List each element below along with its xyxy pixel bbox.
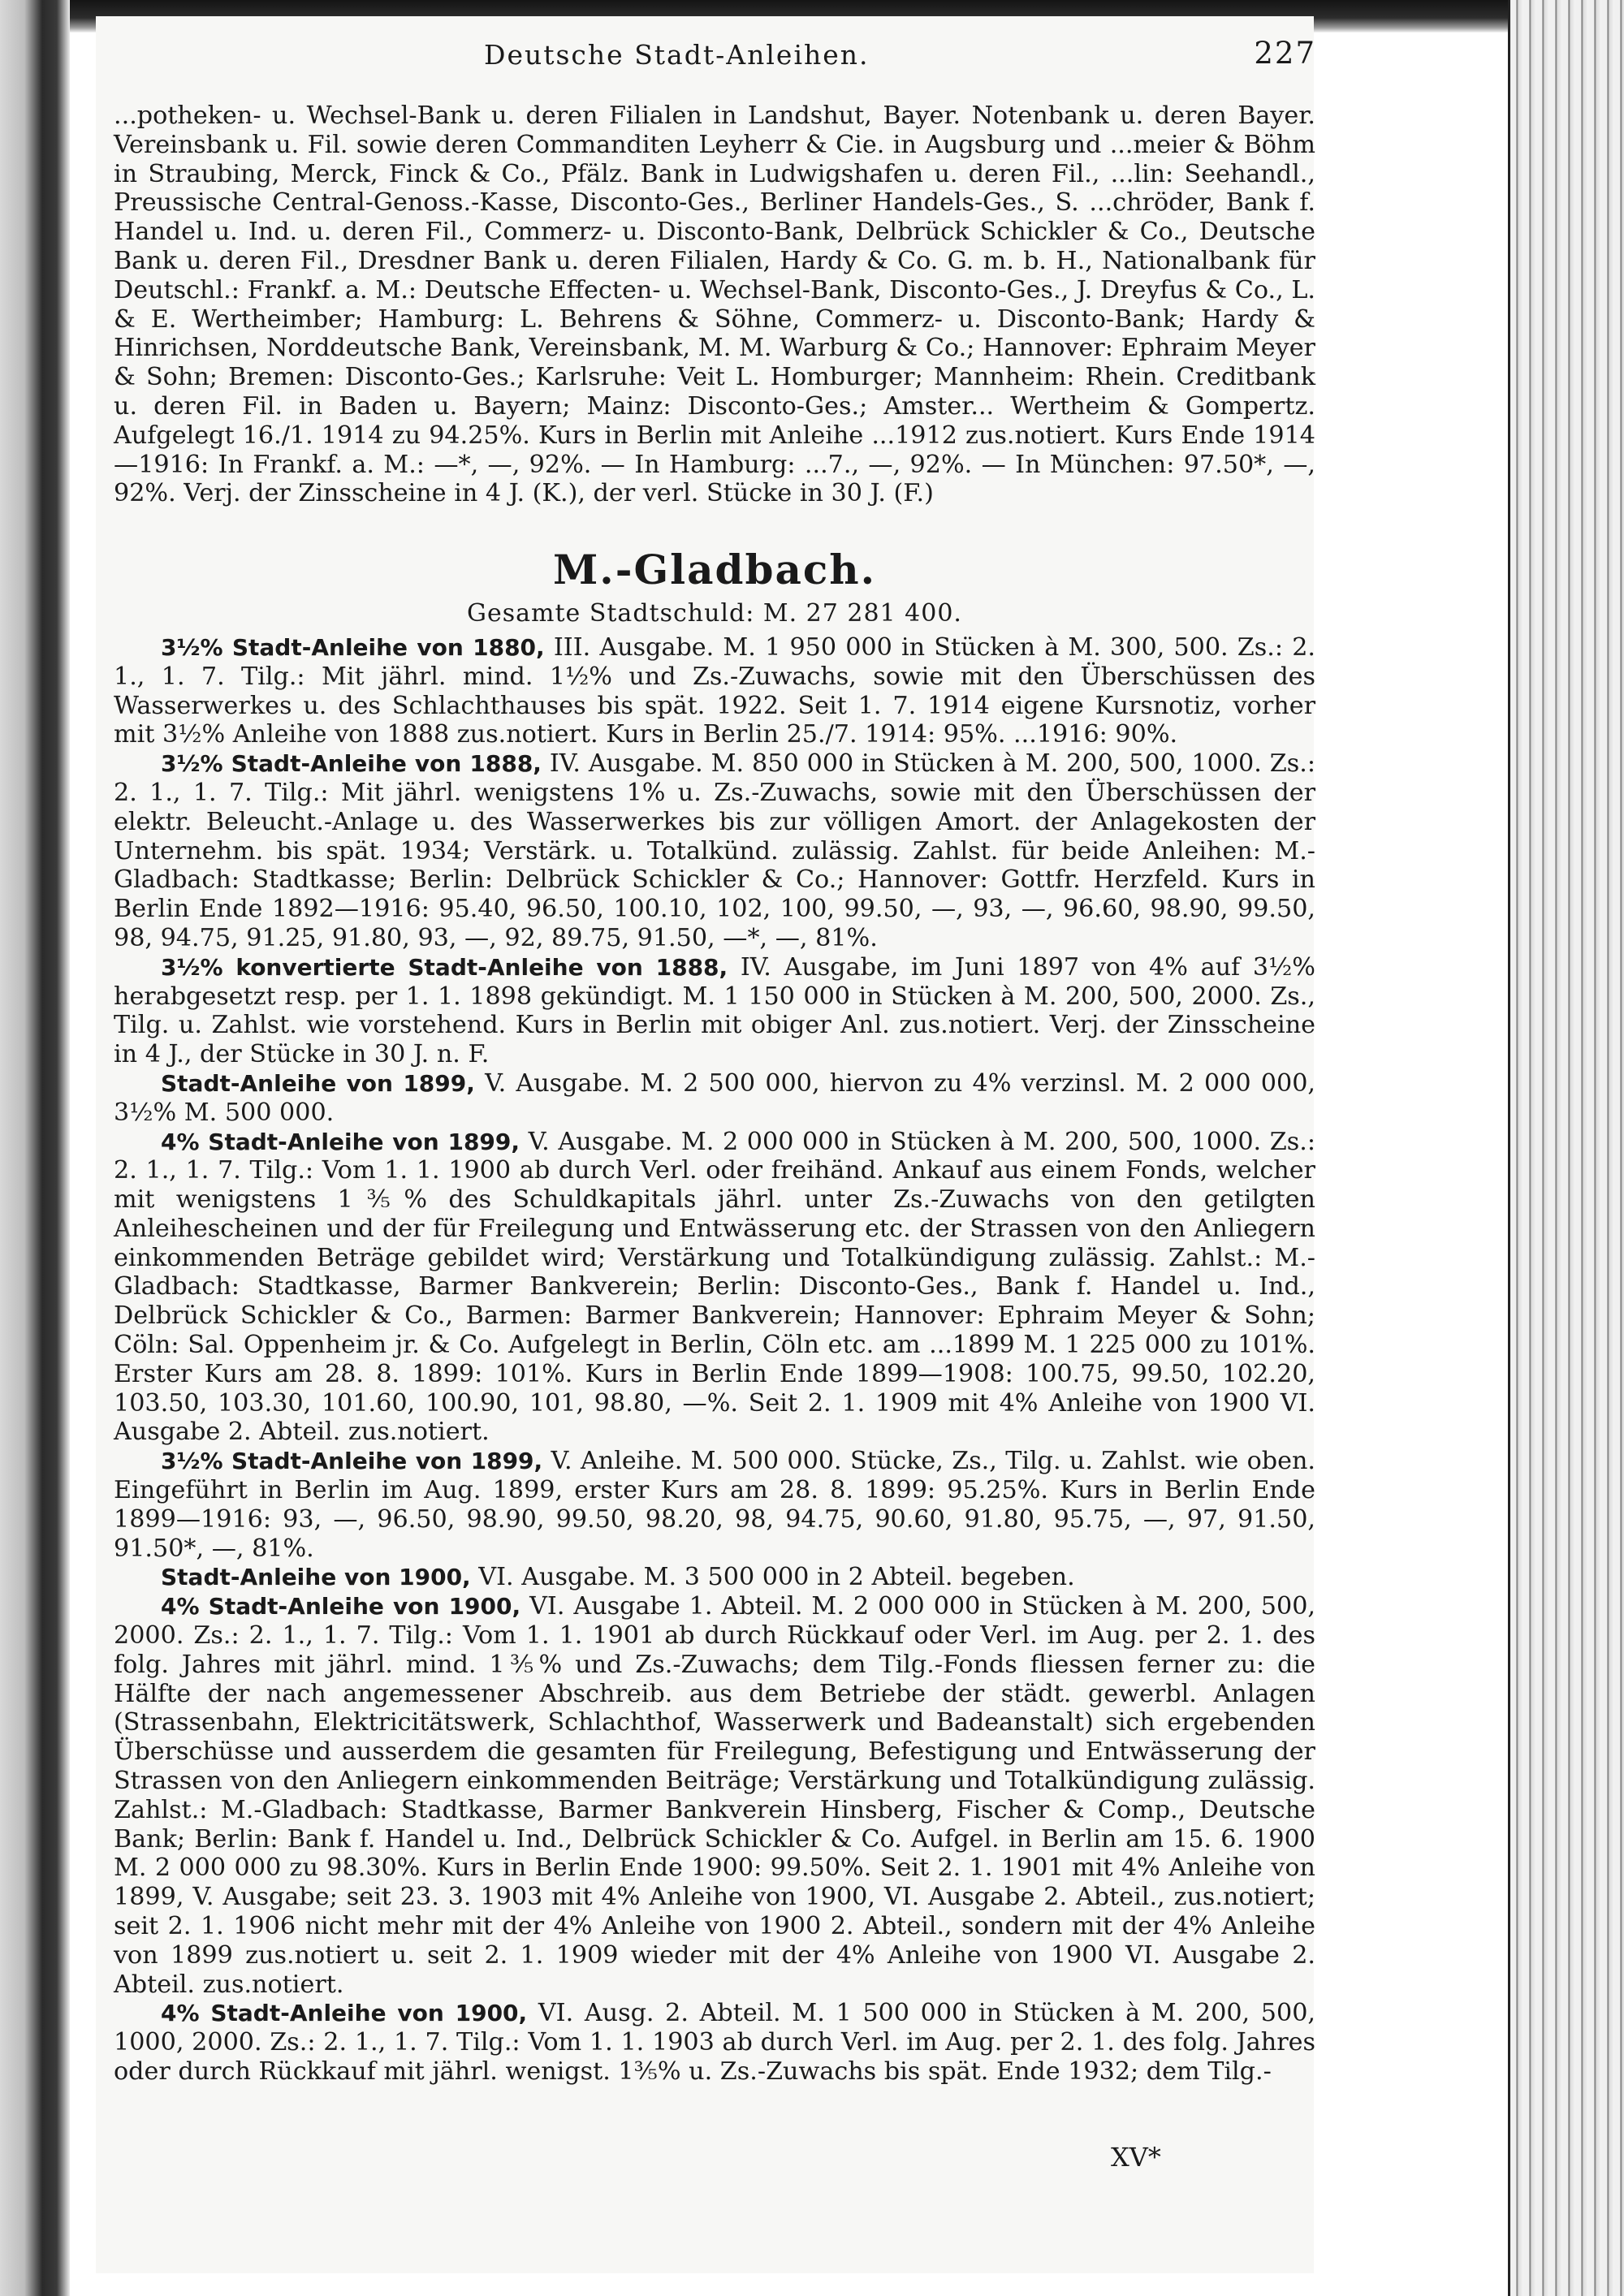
loan-heading: 3½% Stadt-Anleihe von 1888,	[161, 750, 542, 778]
loan-entry	[114, 1999, 1315, 2086]
loan-body: VI. Ausgabe 1. Abteil. M. 2 000 000 in Stücken à M. 200, 500, 2000. Zs.: 2. 1., 1. 7. Tilg.: Vom 1. 1. 1901 ab durch Rückkauf oder Verl. im Aug. per 2. 1. des folg. Jahres mit jährl. mind. 1⅗% und Zs.-Zuwachs; dem Tilg.-Fonds fliessen ferner zu: die Hälfte der nach angemessener Abschreib. aus dem Betriebe der städt. gewerbl. Anlagen (Strassenbahn, Elektricitätswerk, Schlachthof, Wasserwerk und Badeanstalt) sich ergebenden Überschüsse und ausserdem die gesamten für Freilegung, Befestigung und Entwässerung der Strassen von den Anliegern einkommenden Beiträge; Verstärkung und Totalkündigung zulässig. Zahlst.: M.-Gladbach: Stadtkasse, Barmer Bankverein Hinsberg, Fischer & Comp., Deutsche Bank; Berlin: Bank f. Handel u. Ind., Delbrück Schickler & Co. Aufgel. in Berlin am 15. 6. 1900 M. 2 000 000 zu 98.30%. Kurs in Berlin Ende 1900: 99.50%. Seit 2. 1. 1901 mit 4% Anleihe von 1899, V. Ausgabe; seit 23. 3. 1903 mit 4% Anleihe von 1900, VI. Ausgabe 2. Abteil., zus.notiert; seit 2. 1. 1906 nicht mehr mit der 4% Anleihe von 1900 2. Abteil., sondern mit der 4% Anleihe von 1899 zus.notiert u. seit 2. 1. 1909 wieder mit der 4% Anleihe von 1900 VI. Ausgabe 2. Abteil. zus.notiert.	[114, 1592, 1315, 1999]
loan-heading: Stadt-Anleihe von 1900,	[161, 1564, 471, 1591]
running-title: Deutsche Stadt-Anleihen.	[484, 39, 870, 71]
loan-body: VI. Ausg. 2. Abteil. M. 1 500 000 in Stücken à M. 200, 500, 1000, 2000. Zs.: 2. 1., 1. 7. Tilg.: Vom 1. 1. 1903 ab durch Verl. im Aug. per 2. 1. des folg. Jahres oder durch Rückkauf mit jährl. wenigst. 1⅗% u. Zs.-Zuwachs bis spät. Ende 1932; dem Tilg.-	[114, 1999, 1315, 2086]
loan-body: V. Ausgabe. M. 2 000 000 in Stücken à M. 200, 500, 1000. Zs.: 2. 1., 1. 7. Tilg.: Vom 1. 1. 1900 ab durch Verl. oder freihänd. Ankauf aus einem Fonds, welcher mit wenigstens 1⅗% des Schuldkapitals jährl. unter Zs.-Zuwachs von den getilgten Anleihescheinen und der für Freilegung und Entwässerung etc. der Strassen von den Anliegern einkommenden Beträge gebildet wird; Verstärkung und Totalkündigung zulässig. Zahlst.: M.-Gladbach: Stadtkasse, Barmer Bankverein; Berlin: Disconto-Ges., Bank f. Handel u. Ind., Delbrück Schickler & Co., Barmen: Barmer Bankverein; Hannover: Ephraim Meyer & Sohn; Cöln: Sal. Oppenheim jr. & Co. Aufgelegt in Berlin, Cöln etc. am ...1899 M. 1 225 000 zu 101%. Erster Kurs am 28. 8. 1899: 101%. Kurs in Berlin Ende 1899—1908: 100.75, 99.50, 102.20, 103.50, 103.30, 101.60, 100.90, 101, 98.80, —%. Seit 2. 1. 1909 mit 4% Anleihe von 1900 VI. Ausgabe 2. Abteil. zus.notiert.	[114, 1127, 1315, 1447]
page-number: 227	[1254, 36, 1316, 71]
loan-body: V. Ausgabe. M. 2 500 000, hiervon zu 4% verzinsl. M. 2 000 000, 3½% M. 500 000.	[114, 1068, 1315, 1127]
scan-binding-edge	[0, 0, 70, 2296]
book-page	[96, 16, 1314, 2273]
loan-entry	[114, 1447, 1315, 1563]
loan-heading: 4% Stadt-Anleihe von 1900,	[161, 1593, 521, 1621]
section-heading: M.-Gladbach.	[552, 546, 877, 594]
loan-entry	[114, 749, 1315, 953]
loan-heading: 3½% konvertierte Stadt-Anleihe von 1888,	[161, 953, 728, 981]
loan-body: VI. Ausgabe. M. 3 500 000 in 2 Abteil. begeben.	[470, 1563, 1075, 1592]
continued-text: ...potheken- u. Wechsel-Bank u. deren Filialen in Landshut, Bayer. Notenbank u. deren Bayer. Vereinsbank u. Fil. sowie deren Commanditen Leyherr & Cie. in Augsburg und ...meier & Böhm in Straubing, Merck, Finck & Co., Pfälz. Bank in Ludwigshafen u. deren Fil., ...lin: Seehandl., Preussische Central-Genoss.-Kasse, Disconto-Ges., Berliner Handels-Ges., S. ...chröder, Bank f. Handel u. Ind. u. deren Fil., Commerz- u. Disconto-Bank, Delbrück Schickler & Co., Deutsche Bank u. deren Fil., Dresdner Bank u. deren Filialen, Hardy & Co. G. m. b. H., Nationalbank für Deutschl.: Frankf. a. M.: Deutsche Effecten- u. Wechsel-Bank, Disconto-Ges., J. Dreyfus & Co., L. & E. Wertheimber; Hamburg: L. Behrens & Söhne, Commerz- u. Disconto-Bank; Hardy & Hinrichsen, Norddeutsche Bank, Vereinsbank, M. M. Warburg & Co.; Hannover: Ephraim Meyer & Sohn; Bremen: Disconto-Ges.; Karlsruhe: Veit L. Homburger; Mannheim: Rhein. Creditbank u. deren Fil. in Baden u. Bayern; Mainz: Disconto-Ges.; Amster... Wertheim & Gompertz. Aufgelegt 16./1. 1914 zu 94.25%. Kurs in Berlin mit Anleihe ...1912 zus.notiert. Kurs Ende 1914—1916: In Frankf. a. M.: —*, —, 92%. — In Hamburg: ...7., —, 92%. — In München: 97.50*, —, 92%. Verj. der Zinsscheine in 4 J. (K.), der verl. Stücke in 30 J. (F.)	[114, 101, 1315, 508]
loan-entry	[114, 1069, 1315, 1128]
loan-body: IV. Ausgabe, im Juni 1897 von 4% auf 3½% herabgesetzt resp. per 1. 1. 1898 gekündigt. M. 1 150 000 in Stücken à M. 200, 500, 2000. Zs., Tilg. u. Zahlst. wie vorstehend. Kurs in Berlin mit obiger Anl. zus.notiert. Verj. der Zinsscheine in 4 J., der Stücke in 30 J. n. F.	[114, 952, 1315, 1069]
loan-heading: Stadt-Anleihe von 1899,	[161, 1069, 475, 1097]
signature-mark: XV*	[1111, 2142, 1161, 2173]
running-head	[96, 28, 1314, 76]
loan-body: III. Ausgabe. M. 1 950 000 in Stücken à M. 300, 500. Zs.: 2. 1., 1. 7. Tilg.: Mit jährl. mind. 1½% und Zs.-Zuwachs, sowie mit den Überschüssen des Wasserwerkes u. des Schlachthauses bis spät. 1922. Seit 1. 7. 1914 eigene Kursnotiz, vorher mit 3½% Anleihe von 1888 zus.notiert. Kurs in Berlin 25./7. 1914: 95%. ...1916: 90%.	[114, 632, 1316, 749]
loan-entry	[114, 1128, 1315, 1448]
loan-body: V. Anleihe. M. 500 000. Stücke, Zs., Tilg. u. Zahlst. wie oben. Eingeführt in Berlin im Aug. 1899, erster Kurs am 28. 8. 1899: 95.25%. Kurs in Berlin Ende 1899—1916: 93, —, 96.50, 98.90, 99.50, 98.20, 98, 94.75, 90.60, 91.80, 95.75, —, 97, 91.50, 91.50*, —, 81%.	[114, 1447, 1315, 1563]
continued-paragraph	[114, 101, 1315, 508]
page-text	[114, 101, 1315, 2087]
loan-heading: 4% Stadt-Anleihe von 1900,	[161, 2000, 528, 2027]
loan-heading: 4% Stadt-Anleihe von 1899,	[161, 1128, 520, 1155]
loan-entry	[114, 633, 1315, 749]
book-page-edges	[1508, 0, 1624, 2296]
loan-entry	[114, 1592, 1315, 1999]
total-debt: Gesamte Stadtschuld: M. 27 281 400.	[467, 599, 962, 628]
loan-entry	[114, 953, 1315, 1069]
loan-heading: 3½% Stadt-Anleihe von 1899,	[161, 1448, 543, 1475]
loan-heading: 3½% Stadt-Anleihe von 1880,	[161, 633, 545, 661]
loan-body: IV. Ausgabe. M. 850 000 in Stücken à M. 200, 500, 1000. Zs.: 2. 1., 1. 7. Tilg.: Mit jährl. wenigstens 1% u. Zs.-Zuwachs, sowie mit den Überschüssen der elektr. Beleucht.-Anlage u. des Wasserwerkes bis zur völligen Amort. der Anlagekosten der Unternehm. bis spät. 1934; Verstärk. u. Totalkünd. zulässig. Zahlst. für beide Anleihen: M.-Gladbach: Stadtkasse; Berlin: Delbrück Schickler & Co.; Hannover: Gottfr. Herzfeld. Kurs in Berlin Ende 1892—1916: 95.40, 96.50, 100.10, 102, 100, 99.50, —, 93, —, 96.60, 98.90, 99.50, 98, 94.75, 91.25, 91.80, 93, —, 92, 89.75, 91.50, —*, —, 81%.	[114, 749, 1316, 952]
loan-entry	[114, 1563, 1315, 1592]
